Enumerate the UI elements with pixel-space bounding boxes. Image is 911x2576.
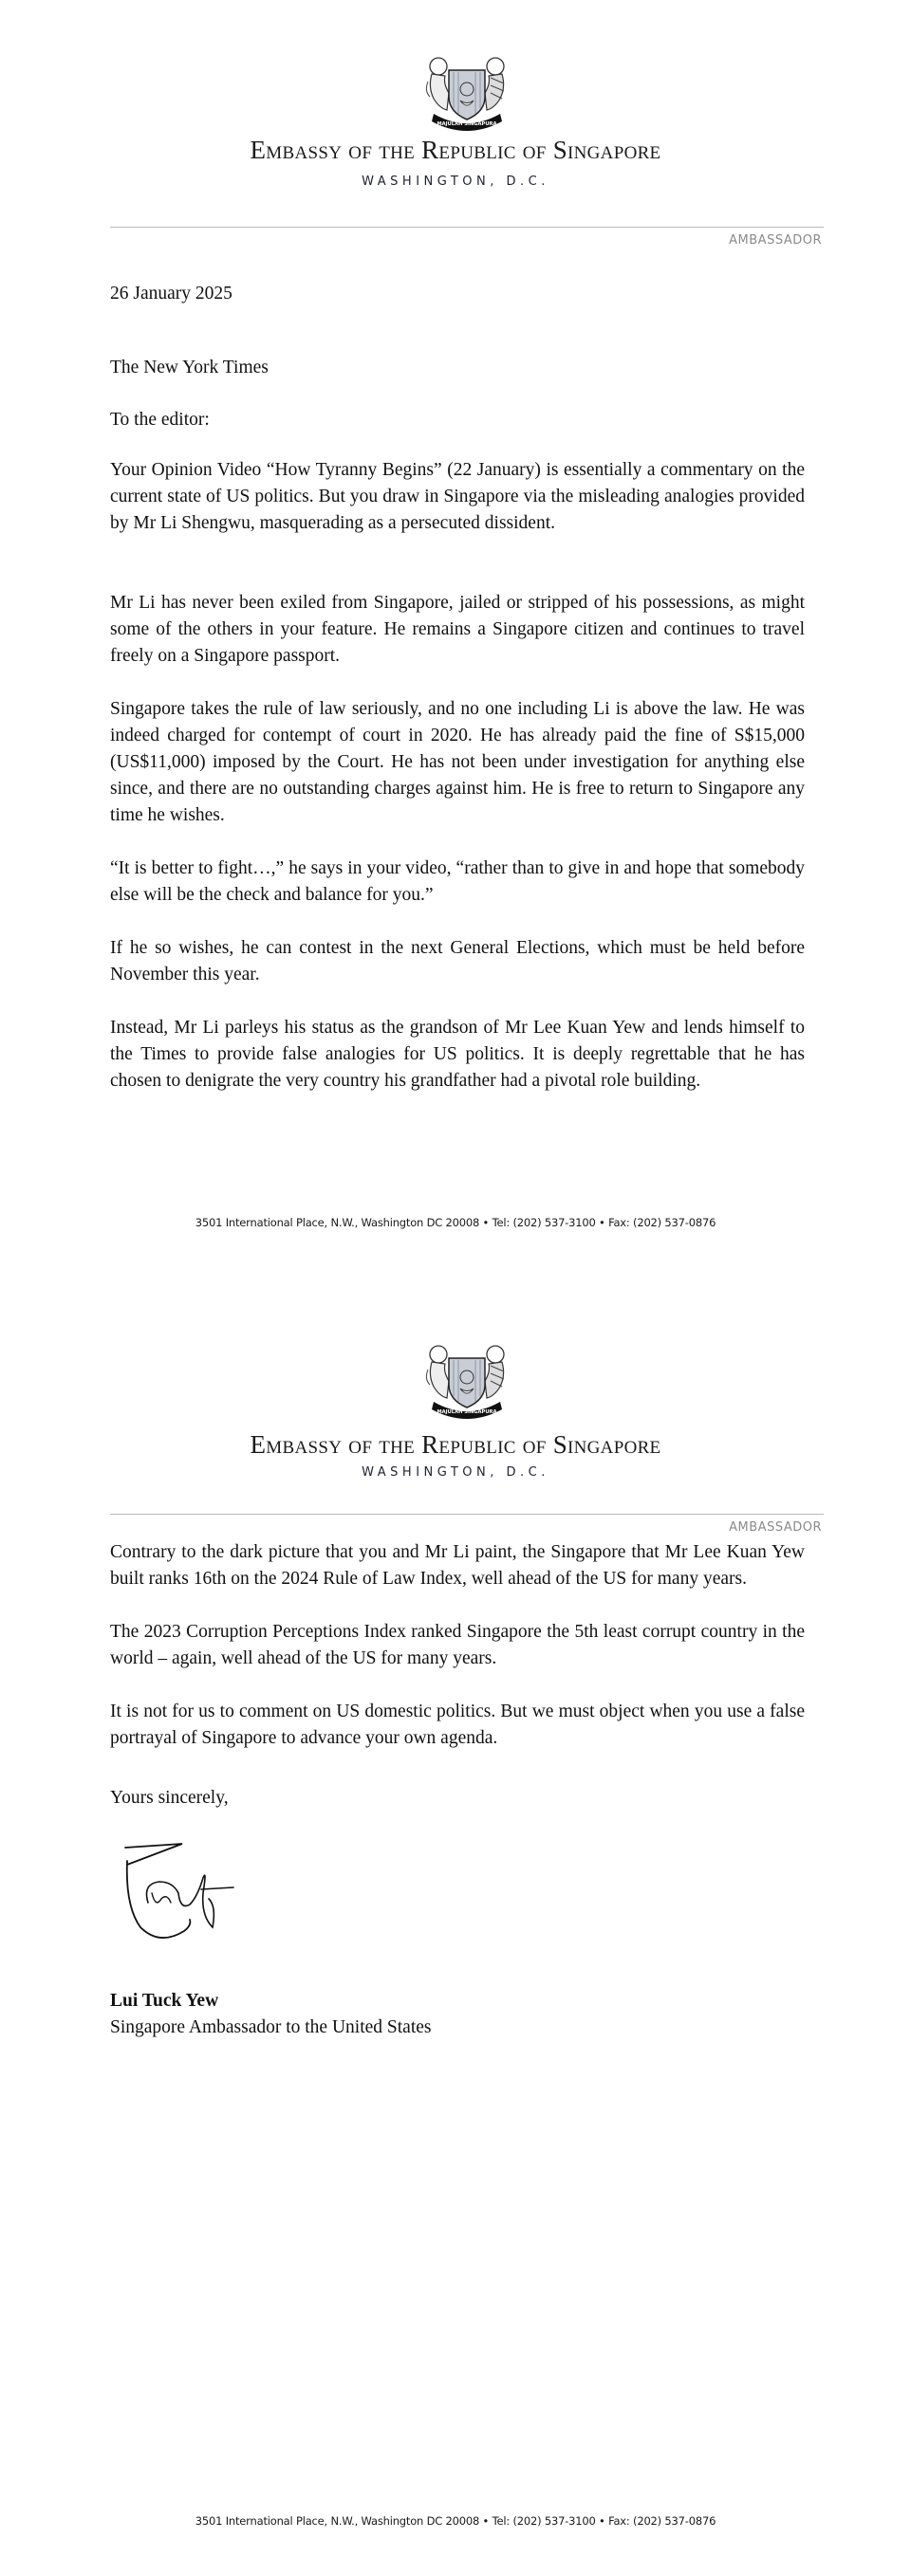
letterhead-divider [110, 227, 824, 228]
singapore-crest-icon [422, 55, 511, 131]
ambassador-label: AMBASSADOR [729, 233, 822, 248]
paragraph: Instead, Mr Li parleys his status as the grandson of Mr Lee Kuan Yew and lends himself to the Times to provide false analogies for US politics. It is deeply regrettable that he has chosen to denigrate the very country his grandfather had a pivotal role building. [110, 1018, 805, 1091]
signer-name: Lui Tuck Yew [110, 1991, 219, 2011]
paragraph: If he so wishes, he can contest in the next General Elections, which must be held before November this year. [110, 938, 805, 984]
letter-date: 26 January 2025 [110, 284, 232, 304]
closing: Yours sincerely, [110, 1788, 229, 1808]
paragraph: “It is better to fight…,” he says in your video, “rather than to give in and hope that somebody else will be the check and balance for you.” [110, 858, 805, 905]
letterhead-divider [110, 1514, 824, 1515]
embassy-city: WASHINGTON, D.C. [362, 1465, 549, 1480]
crest-motto: MAJULAH SINGAPURA [437, 121, 497, 127]
paragraph: Mr Li has never been exiled from Singapore, jailed or stripped of his possessions, as might some of the others in your feature. He remains a Singapore citizen and continues to travel freely on a Singapore passport. [110, 593, 805, 666]
recipient: The New York Times [110, 358, 269, 377]
paragraph: Contrary to the dark picture that you and Mr Li paint, the Singapore that Mr Lee Kuan Yew built ranks 16th on the 2024 Rule of Law Index, well ahead of the US for many years. [110, 1542, 805, 1589]
handwritten-signature [121, 1840, 245, 1944]
embassy-name: Embassy of the Republic of Singapore [250, 136, 661, 164]
letter-page-2 [0, 1288, 911, 2576]
signer-title: Singapore Ambassador to the United States [110, 2017, 432, 2037]
embassy-city: WASHINGTON, D.C. [362, 175, 549, 189]
ambassador-label: AMBASSADOR [729, 1520, 822, 1535]
embassy-name: Embassy of the Republic of Singapore [250, 1430, 661, 1459]
letterhead-footer: 3501 International Place, N.W., Washington DC 20008 • Tel: (202) 537-3100 • Fax: (202) 537-0876 [195, 1216, 716, 1229]
paragraph: It is not for us to comment on US domestic politics. But we must object when you use a false portrayal of Singapore to advance your own agenda. [110, 1702, 805, 1748]
salutation: To the editor: [110, 410, 210, 430]
letterhead-footer: 3501 International Place, N.W., Washington DC 20008 • Tel: (202) 537-3100 • Fax: (202) 537-0876 [195, 2514, 716, 2528]
paragraph: Your Opinion Video “How Tyranny Begins” (22 January) is essentially a commentary on the current state of US politics. But you draw in Singapore via the misleading analogies provided by Mr Li Shengwu, masquerading as a persecuted dissident. [110, 460, 805, 533]
paragraph: The 2023 Corruption Perceptions Index ranked Singapore the 5th least corrupt country in the world – again, well ahead of the US for many years. [110, 1622, 805, 1668]
singapore-crest-icon [422, 1343, 511, 1419]
paragraph: Singapore takes the rule of law seriously, and no one including Li is above the law. He was indeed charged for contempt of court in 2020. He has already paid the fine of S$15,000 (US$11,000) imposed by the Court. He has not been under investigation for anything else since, and there are no outstanding charges against him. He is free to return to Singapore any time he wishes. [110, 699, 805, 825]
crest-motto: MAJULAH SINGAPURA [437, 1409, 497, 1415]
